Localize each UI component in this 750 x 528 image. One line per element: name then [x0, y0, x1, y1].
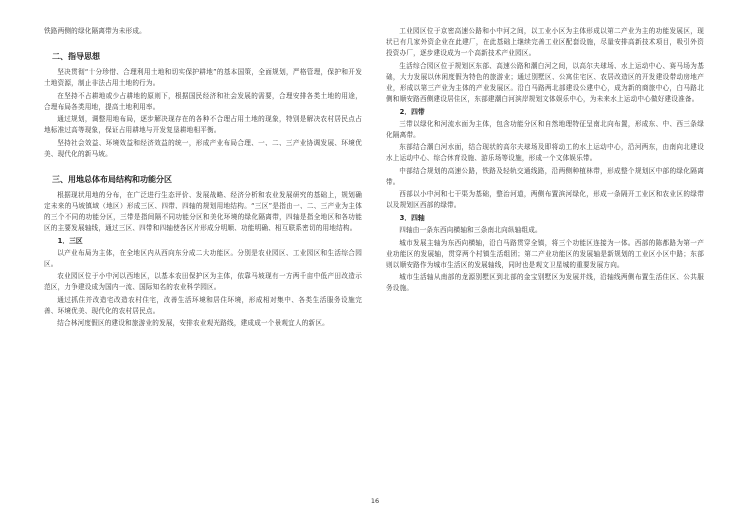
section-heading-land-use-layout: 三、用地总体布局结构和功能分区 [52, 174, 172, 184]
paragraph: 根据现状用地的分布，在广泛进行生态评价、发展战略、经济分析和农业发展研究的基础上，规划确定未来的马坡镇域（地区）形成三区、四带、四轴的规划用地结构。“三区”是指由一、二、三产业为主体的三个不同的功能分区，三带是指间隔不同功能分区和美化环境的绿化隔离带，四轴是指全地区和各功能区的主要发展轴线，通过三区、四带和四轴使各区片形成分明顺、功能明确、相互联系密切的用地结构。 [44, 190, 362, 232]
paragraph: 在坚持不占耕地或少占耕地的原则下，根据国民经济和社会发展的需要，合理安排各类土地的用途，合理布局各类用地，提高土地利用率。 [44, 91, 362, 111]
paragraph: 坚决贯彻“十分珍惜、合理利用土地和切实保护耕地”的基本国策，全面规划，严格管理，保护和开发土地资源，制止非法占用土地的行为。 [44, 68, 362, 87]
paragraph: 四轴由一条东西向横轴和三条南北向纵轴组成。 [399, 226, 542, 234]
paragraph: 东部结合潮白河水面，结合现状的高尔夫球场及即将动工的水上运动中心，沿河两东，由南向北建设水上运动中心、综合休育设施、游乐场等设施，形成一个文体娱乐带。 [386, 143, 704, 162]
subsection-heading-three-zones: 1．三区 [57, 236, 83, 245]
paragraph: 工业园区位于京密高速公路和小中河之间，以工业小区为主体形成以第二产业为主的功能发展区，现状已有几家外资企业在此建厂，在此基础上继续完善工业区配套设施，尽量安排高新技术项目，吸引外资投资办厂，逐步建设成为一个高新技术产业园区。 [386, 27, 704, 57]
paragraph: 城市发展主轴为东西向横轴，沿白马路贯穿全镇，将三个功能区连接为一体。西部的陈都路为第一产业功能区的发展轴，贯穿两个村镇生活组团；第二产业功能区的发展轴是新规划的工业区小区中路；东部则以顺安路作为城市生活区的发展轴线，同时也是观文卫星城的重要发展方向。 [386, 238, 704, 269]
subsection-heading-four-axes: 3．四轴 [399, 214, 425, 222]
page-number: 16 [370, 497, 380, 505]
section-heading-guiding-ideology: 二、指导思想 [52, 52, 100, 61]
paragraph: 铁路两侧的绿化隔离带为未形成。 [44, 27, 146, 35]
left-column [44, 26, 362, 331]
paragraph: 生活综合园区位于规划区东部、高速公路和潮白河之间，以高尔夫球场、水上运动中心、赛马场为基础，大力发展以休闲度假为特色的旅游业；通过别墅区、公寓住宅区、农居改造区的开发建设带动房地产业，形成以第三产业为主体的产业发展区。沿白马路两北部建设公建中心，成为新的商旅中心，白马路北侧和顺安路西侧建设居住区，东部建潮白河滨岸规划文体娱乐中心，为未来水上运动中心做好建设准备。 [386, 61, 704, 103]
paragraph: 通过规划，调整用地布局，逐步解决现存在的各种不合理占用土地的现象，特别是解决农村居民点占地标准过高等现象，保证占用耕地与开发复垦耕地相平衡。 [44, 115, 362, 134]
right-column [386, 26, 704, 296]
paragraph: 结合林河度假区的建设和旅游业的发展，安排农业观光路线，建成成一个景观宜人的新区。 [57, 319, 329, 327]
paragraph: 农业园区位于小中河以西地区，以基本农田保护区为主体，依靠马坡现有一方两千亩中低产田改造示范区，力争建设成为国内一流、国际知名的农业科学园区。 [44, 272, 362, 291]
paragraph: 坚持社会效益、环境效益和经济效益的统一，形成产业布局合理、一、二、三产业协调发展、环境优美、现代化的新马坡。 [44, 138, 362, 158]
paragraph: 西部以小中河和七干渠为基础，整治河道，两侧布置滨河绿化，形成一条隔开工业区和农业区的绿带以及规划区西部的绿带。 [386, 190, 704, 209]
paragraph: 中部结合规划的高速公路，铁路及轻轨交通线路，沿两侧种植林带，形成整个规划区中部的绿化隔离带。 [386, 166, 704, 186]
paragraph: 城市生活轴从南部的龙源别墅区到北部的金宝别墅区为发展并线，沿轴线两侧布置生活住区、公共服务设施。 [386, 273, 704, 292]
paragraph: 通过抓住并改造宅改造农村住宅，改善生活环境和居住环境，形成相对集中、各类生活服务设施完善、环境优美、现代化的农村居民点。 [44, 295, 362, 315]
subsection-heading-four-belts: 2．四带 [399, 107, 425, 116]
paragraph: 以产业布局为主体，在全地区内从西向东分成二大功能区。分别是农业园区、工业园区和生活综合园区。 [44, 248, 362, 268]
paragraph: 三带以绿化和河流水面为主体，包含功能分区和自然地理特征呈南北向布置，形成东、中、西三条绿化隔离带。 [386, 119, 704, 139]
